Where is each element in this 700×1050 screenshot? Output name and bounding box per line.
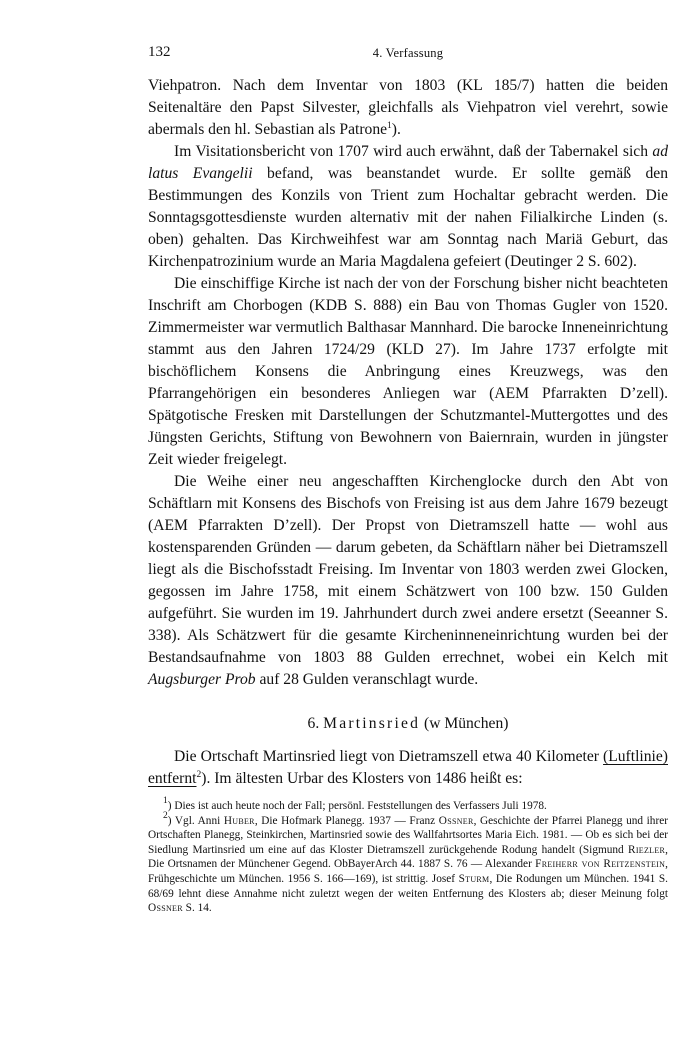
page-header — [148, 44, 668, 66]
italic-term: Augsburger Prob — [148, 671, 256, 688]
author-name: Riezler — [627, 843, 666, 856]
paragraph-text: Im Visitationsbericht von 1707 wird auch erwähnt, daß der Tabernakel sich — [174, 143, 653, 160]
author-name: Ossner — [438, 814, 474, 827]
footnote-text: , Geschichte der Pfarrei Planegg und ihrer Ortschaften Planegg, Steinkirchen, Martinsried sowie des Wallfahrtsortes Maria Eich. 1981. — Ob es sich bei der Siedlung Martinsried um eine auf das Kloster Dietramszell zurückgehende Rodung handelt (Sigmund — [148, 814, 668, 856]
paragraph-text: auf 28 Gulden veranschlagt wurde. — [255, 671, 479, 688]
paragraph-text: Die Weihe einer neu angeschafften Kirchenglocke durch den Abt von Schäftlarn mit Konsens des Bischofs von Freising ist aus dem Jahre 1679 bezeugt (AEM Pfarrakten D’zell). Der Propst von Dietramszell hatte — wohl aus kostensparenden Gründen — darum gebeten, da Schäftlarn näher bei Dietramszell liegt als die Bischofsstadt Freising. Im Inventar von 1803 werden zwei Glocken, gegossen im Jahre 1758, mit einem Schätzwert von 100 bzw. 150 Gulden aufgeführt. Sie wurden im 19. Jahrhundert durch zwei andere ersetzt (Seeanner S. 338). Als Schätzwert für die gesamte Kircheninneneinrichtung wurden bei der Bestandsaufnahme von 1803 88 Gulden errechnet, wobei ein Kelch mit — [148, 473, 668, 666]
underlined-text: (Luftlinie) entfernt — [148, 748, 668, 787]
paragraph-text: befand, was beanstandet wurde. Er sollte gemäß den Bestimmungen des Konzils von Trient zum Hochaltar gebracht werden. Die Sonntagsgottesdienste wurden alternativ mit der nahen Filialkirche Linden (s. oben) gehalten. Das Kirchweihfest war am Sonntag nach Mariä Geburt, das Kirchenpatrozinium wurde an Maria Magdalena gefeiert (Deutinger 2 S. 602). — [148, 165, 668, 270]
footnote-text: , Die Hofmark Planegg. 1937 — Franz — [254, 814, 439, 827]
paragraph-text: ). Im ältesten Urbar des Klosters von 1486 heißt es: — [201, 770, 523, 787]
footnote-1 — [148, 796, 668, 814]
paragraph-3: Die einschiffige Kirche ist nach der von der Forschung bisher nicht beachteten Inschrift am Chorbogen (KDB S. 888) ein Bau von Thomas Gugler von 1520. Zimmermeister war vermutlich Balthasar Mannhard. Die barocke Inneneinrichtung stammt aus den Jahren 1724/29 (KLD 27). Im Jahre 1737 erfolgte mit bischöflichem Konsens die Anbringung eines Kreuzwegs, was den Pfarrangehörigen ein besonderes Anliegen war (AEM Pfarrakten D’zell). Spätgotische Fresken mit Darstellungen der Schutzmantel-Muttergottes und des Jüngsten Gerichts, Stiftung von Bewohnern von Baiernrain, wurden in jüngster Zeit wieder freigelegt. — [148, 275, 668, 468]
paragraph-text: ). — [391, 121, 401, 138]
footnote-ref-2: 2 — [196, 770, 202, 780]
paragraph-1 — [148, 75, 668, 141]
paragraph-4 — [148, 471, 668, 691]
section-number: 6. — [307, 715, 320, 732]
paragraph-text: Viehpatron. Nach dem Inventar von 1803 (KL 185/7) hatten die beiden Seitenaltäre den Papst Silvester, gleichfalls als Viehpatron viel verehrt, sowie abermals den hl. Sebastian als Patrone — [148, 77, 668, 138]
author-name: Sturm — [458, 872, 490, 885]
footnote-text: , Frühgeschichte um München. 1956 S. 166—169), ist strittig. Josef — [148, 858, 668, 885]
footnote-text: , Die Ortsnamen der Münchener Gegend. ObBayerArch 44. 1887 S. 76 — Alexander — [148, 843, 668, 871]
footnote-text: S. 14. — [182, 902, 212, 915]
section-qualifier: (w München) — [424, 715, 509, 732]
author-name: Freiherr von Reitzenstein — [535, 858, 666, 871]
footnote-2 — [148, 810, 668, 916]
paragraph-2 — [148, 141, 668, 273]
footnote-text: , Die Rodungen um München. 1941 S. 68/69 lehnt diese Annahme nicht zuletzt wegen der weiten Entfernung des Klosters ab; dieser Meinung folgt — [148, 872, 668, 900]
author-name: Huber — [223, 814, 255, 827]
footnote-mark: 1 — [163, 796, 168, 806]
section-name: Martinsried — [323, 715, 421, 732]
paragraph-text: Die Ortschaft Martinsried liegt von Dietramszell etwa 40 Kilometer — [174, 748, 604, 765]
section-heading — [148, 713, 668, 735]
footnote-mark: 2 — [163, 810, 168, 821]
page-number: 132 — [148, 44, 171, 60]
latin-phrase: ad latus Evangelii — [148, 143, 668, 182]
paragraph-5 — [148, 746, 668, 790]
author-name: Ossner — [148, 902, 183, 915]
footnote-ref-1: 1 — [387, 121, 392, 131]
footnotes — [148, 796, 668, 916]
main-text — [148, 75, 668, 916]
footnote-text: ) Vgl. Anni — [167, 814, 224, 827]
running-title: 4. Verfassung — [372, 46, 444, 60]
footnote-text: ) Dies ist auch heute noch der Fall; persönl. Feststellungen des Verfassers Juli 1978. — [167, 800, 547, 812]
